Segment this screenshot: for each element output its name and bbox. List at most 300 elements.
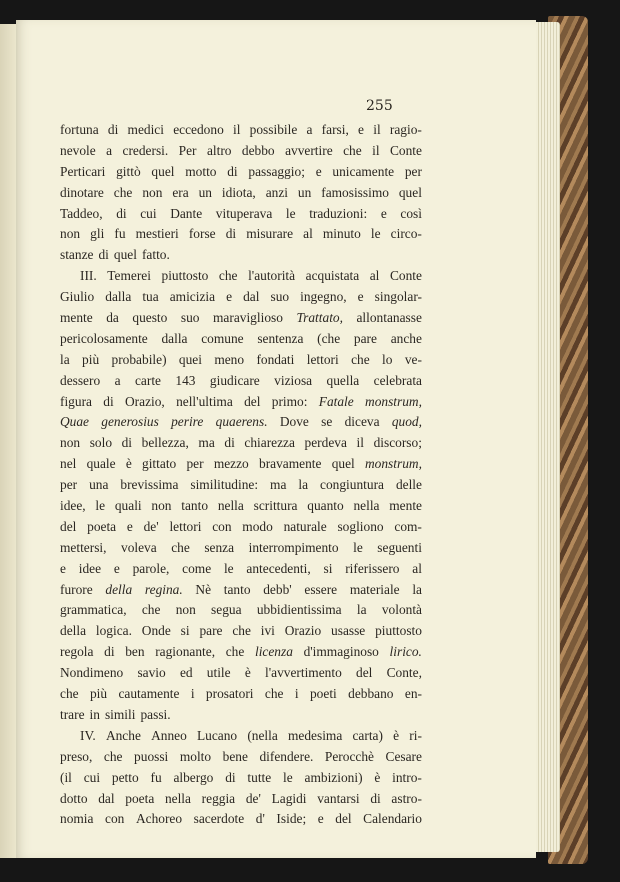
word: Anche <box>105 727 141 743</box>
word: che <box>171 539 190 555</box>
word: pericolosamente <box>60 330 148 346</box>
word: quanto <box>307 498 344 514</box>
word: vantarsi <box>317 790 360 806</box>
word: giudicare <box>209 372 260 388</box>
word: del <box>335 811 352 827</box>
word: misurare <box>246 226 294 242</box>
word: Orazio <box>284 623 322 639</box>
word: Temerei <box>107 268 151 284</box>
word: regola <box>60 644 94 660</box>
text-line <box>60 809 422 830</box>
word: fortuna <box>60 122 99 137</box>
word: nel <box>60 456 77 472</box>
word: le <box>353 539 363 555</box>
text-line <box>60 768 422 789</box>
text-line <box>60 329 422 350</box>
word: a <box>114 372 121 388</box>
text-line <box>60 287 422 308</box>
word: ve- <box>404 351 422 367</box>
word: Perocchè <box>324 748 374 764</box>
left-page-edge <box>0 24 16 858</box>
word: del <box>244 393 261 409</box>
word: com- <box>394 518 422 534</box>
word: singolar- <box>374 289 422 305</box>
word: forse <box>188 226 216 242</box>
word: bravamente <box>259 456 322 472</box>
word: le <box>370 226 381 242</box>
word: maraviglioso <box>213 310 283 326</box>
word: fondati <box>256 351 295 367</box>
word: il <box>232 122 241 137</box>
word: nevole <box>60 142 96 158</box>
word: scrittura <box>253 498 298 514</box>
word: riferissero <box>345 560 400 576</box>
word: una <box>89 477 109 493</box>
word: Trattato, <box>296 310 343 326</box>
word: gli <box>90 226 105 242</box>
word: quel <box>331 456 355 472</box>
word: e <box>315 163 322 179</box>
word: piuttosto <box>375 623 422 639</box>
word: dal <box>98 790 115 806</box>
word: pare <box>199 623 223 639</box>
word: e <box>317 811 324 827</box>
word: (nella <box>247 727 278 743</box>
word: quei <box>178 351 202 367</box>
word: ed <box>179 665 193 681</box>
word: farsi, <box>321 122 349 137</box>
word: monstrum, <box>365 456 422 472</box>
word: dessero <box>60 372 101 388</box>
word: i <box>294 686 299 702</box>
word: suo <box>270 289 290 305</box>
word: reggia <box>201 790 236 806</box>
word: il <box>373 122 381 137</box>
word: traduzioni: <box>309 205 368 221</box>
word: modo <box>242 518 273 534</box>
word: idee, <box>60 498 86 514</box>
word: antecedenti, <box>246 560 311 576</box>
text-line <box>60 392 422 413</box>
word: passi. <box>140 706 171 722</box>
word: più <box>82 351 100 367</box>
word: Taddeo, <box>60 205 103 221</box>
word: prosatori <box>205 686 254 702</box>
word: al <box>303 226 313 242</box>
word: voleva <box>121 539 157 555</box>
word: possibile <box>249 122 298 137</box>
word: che <box>218 268 238 284</box>
word: dal <box>243 289 260 305</box>
word: (che <box>317 330 341 346</box>
word: perdeva <box>304 435 347 451</box>
word: cui <box>140 205 157 221</box>
word: e <box>226 289 233 305</box>
word: quali <box>114 498 142 514</box>
word: questo <box>132 310 168 326</box>
word: savio <box>137 665 166 681</box>
text-line <box>60 266 422 287</box>
word: Conte, <box>386 665 422 681</box>
text-line <box>60 350 422 371</box>
word: de' <box>245 790 261 806</box>
word: passaggio; <box>248 163 305 179</box>
text-line <box>60 705 422 726</box>
word: di <box>225 226 237 242</box>
word: debb' <box>263 581 292 597</box>
word: Onde <box>141 623 171 639</box>
text-line <box>60 684 422 705</box>
word: debbano <box>348 686 394 702</box>
word: astro- <box>391 790 422 806</box>
word: idee <box>78 560 102 576</box>
word: con <box>105 811 125 827</box>
word: III. <box>80 268 97 284</box>
word: tua <box>142 289 159 305</box>
word: i <box>190 686 195 702</box>
word: la <box>412 581 422 597</box>
word: carta) <box>352 727 383 743</box>
word: trare <box>60 706 85 722</box>
word: è <box>125 456 132 472</box>
text-line <box>60 412 422 433</box>
word: le <box>283 769 293 785</box>
word: se <box>321 414 333 430</box>
word: intro- <box>392 769 422 785</box>
word: in <box>89 706 100 722</box>
word: di <box>103 393 114 409</box>
word: la <box>356 602 367 618</box>
body-text <box>60 120 422 830</box>
word: parole, <box>132 560 170 576</box>
word: ma <box>270 477 287 493</box>
word: il <box>356 435 364 451</box>
word: è <box>374 769 381 785</box>
word: che <box>351 351 370 367</box>
text-line <box>60 308 422 329</box>
word: d'immaginoso <box>303 644 379 660</box>
word: celebrata <box>373 372 422 388</box>
word: di <box>225 769 236 785</box>
word: ambizioni) <box>304 769 363 785</box>
word: similitudine: <box>190 477 259 493</box>
word: medici <box>127 122 164 137</box>
word: bene <box>222 748 248 764</box>
word: Conte <box>389 268 422 284</box>
word: l'avvertimento <box>265 665 342 681</box>
word: lettori <box>306 351 339 367</box>
word: del <box>356 665 373 681</box>
word: famosissimo <box>321 184 389 200</box>
word: gittò <box>116 163 141 179</box>
text-line <box>60 517 422 538</box>
text-line <box>60 496 422 517</box>
word: congiuntura <box>320 477 384 493</box>
word: volontà <box>381 602 422 618</box>
word: suo <box>180 310 200 326</box>
word: pare <box>353 330 377 346</box>
text-line <box>60 580 422 601</box>
word: Cesare <box>385 748 422 764</box>
word: poeta <box>125 790 155 806</box>
word: del <box>60 518 77 534</box>
word: IV. <box>80 727 96 743</box>
word: quaerens. <box>215 414 268 430</box>
word: che <box>141 602 161 618</box>
word: le <box>223 560 234 576</box>
word: fu <box>150 769 162 785</box>
word: di <box>98 247 109 263</box>
text-line <box>60 162 422 183</box>
word: non <box>151 498 172 514</box>
word: a <box>106 142 113 158</box>
text-line <box>60 538 422 559</box>
word: poeti <box>309 686 337 702</box>
word: quel <box>113 247 137 263</box>
book-page <box>16 20 536 858</box>
word: utile <box>206 665 231 681</box>
word: Anneo <box>151 727 187 743</box>
word: preso, <box>60 748 93 764</box>
word: mettersi, <box>60 539 107 555</box>
text-line <box>60 559 422 580</box>
text-line <box>60 371 422 392</box>
word: lo <box>382 351 393 367</box>
word: si <box>323 560 333 576</box>
word: minuto <box>322 226 361 242</box>
word: per <box>404 163 422 179</box>
word: ragio- <box>389 122 422 137</box>
text-line <box>60 789 422 810</box>
word: en- <box>404 686 422 702</box>
word: più <box>89 686 108 702</box>
word: di <box>370 790 381 806</box>
word: mente <box>389 498 422 514</box>
word: simili <box>104 706 136 722</box>
text-line <box>60 747 422 768</box>
word: che <box>113 184 133 200</box>
text-line <box>60 663 422 684</box>
word: probabile) <box>111 351 167 367</box>
word: che <box>225 644 245 660</box>
word: dinotare <box>60 184 104 200</box>
word: vituperava <box>215 205 273 221</box>
word: e <box>113 560 120 576</box>
word: anche <box>390 330 422 346</box>
word: petto <box>111 769 139 785</box>
text-line <box>60 204 422 225</box>
word: Fatale <box>318 393 354 409</box>
word: carte <box>134 372 161 388</box>
word: fatto. <box>141 247 170 263</box>
word: di <box>227 163 238 179</box>
word: logica. <box>95 623 132 639</box>
word: Perticari <box>60 163 106 179</box>
word: Dante <box>170 205 203 221</box>
word: per <box>186 456 204 472</box>
word: nella <box>164 790 191 806</box>
word: dalla <box>105 289 132 305</box>
page-number: 255 <box>366 98 393 114</box>
word: fu <box>114 226 126 242</box>
word: per <box>60 477 78 493</box>
word: anzi <box>265 184 288 200</box>
word: quod, <box>391 414 422 430</box>
word: Orazio, <box>125 393 165 409</box>
word: che <box>232 623 251 639</box>
word: l'autorità <box>248 268 296 284</box>
word: diceva <box>344 414 380 430</box>
word: gittato <box>142 456 177 472</box>
word: il <box>372 142 380 158</box>
word: ma <box>198 435 215 451</box>
word: puossi <box>134 748 169 764</box>
word: non <box>175 602 196 618</box>
word: di <box>104 644 115 660</box>
word: quella <box>326 372 360 388</box>
word: amicizia <box>169 289 216 305</box>
text-line <box>60 141 422 162</box>
word: avvertire <box>285 142 333 158</box>
word: cautamente <box>118 686 180 702</box>
word: è <box>244 665 251 681</box>
word: era <box>172 184 189 200</box>
word: Quae <box>60 414 90 430</box>
word: quel <box>151 163 175 179</box>
word: meno <box>214 351 245 367</box>
word: di <box>107 122 119 137</box>
word: ben <box>125 644 145 660</box>
word: altro <box>206 142 232 158</box>
word: di <box>116 205 127 221</box>
word: brevissima <box>120 477 179 493</box>
word: mestieri <box>135 226 179 242</box>
word: Iside; <box>276 811 307 827</box>
text-line <box>60 120 422 141</box>
word: unicamente <box>332 163 395 179</box>
word: al <box>412 560 422 576</box>
word: viziosa <box>274 372 313 388</box>
word: le <box>95 498 106 514</box>
word: Achoreo <box>135 811 183 827</box>
word: al <box>369 268 380 284</box>
word: tutte <box>247 769 272 785</box>
word: quale <box>86 456 116 472</box>
word: poeta <box>87 518 117 534</box>
word: albergo <box>173 769 214 785</box>
word: (il <box>60 769 72 785</box>
word: tanto <box>223 581 251 597</box>
word: le <box>285 205 296 221</box>
word: d' <box>255 811 265 827</box>
word: nomia <box>60 811 94 827</box>
word: non <box>142 184 163 200</box>
text-line <box>60 642 422 663</box>
word: lettori <box>169 518 202 534</box>
word: un <box>198 184 212 200</box>
word: 143 <box>175 372 196 388</box>
word: di <box>224 435 235 451</box>
word: motto <box>185 163 217 179</box>
word: si <box>180 623 190 639</box>
word: eccedono <box>173 122 224 137</box>
text-line <box>60 224 422 245</box>
word: mezzo <box>213 456 249 472</box>
word: e <box>380 205 387 221</box>
word: de' <box>143 518 159 534</box>
word: Dove <box>279 414 309 430</box>
word: circo- <box>390 226 422 242</box>
word: essere <box>304 581 338 597</box>
word: piuttosto <box>161 268 209 284</box>
text-line <box>60 621 422 642</box>
word: credersi. <box>122 142 169 158</box>
text-line <box>60 600 422 621</box>
word: sacerdote <box>193 811 245 827</box>
word: discorso; <box>373 435 422 451</box>
word: ubbidientissima <box>256 602 342 618</box>
word: e <box>358 122 364 137</box>
text-line <box>60 183 422 204</box>
word: Calendario <box>363 811 422 827</box>
text-line <box>60 454 422 475</box>
word: ri- <box>409 727 422 743</box>
text-line <box>60 726 422 747</box>
word: e <box>357 289 364 305</box>
word: della <box>105 581 133 597</box>
word: è <box>393 727 400 743</box>
word: comune <box>201 330 244 346</box>
word: acquistata <box>305 268 360 284</box>
word: grammatica, <box>60 602 127 618</box>
word: segua <box>211 602 242 618</box>
word: sentenza <box>257 330 304 346</box>
word: di <box>121 435 133 451</box>
word: lirico. <box>389 644 422 660</box>
word: nell'ultima <box>176 393 233 409</box>
word: cui <box>83 769 101 785</box>
text-line <box>60 245 422 266</box>
word: idiota, <box>221 184 256 200</box>
word: la <box>60 351 70 367</box>
word: bellezza, <box>141 435 189 451</box>
word: e <box>126 518 133 534</box>
word: non <box>60 226 81 242</box>
word: Lucano <box>196 727 238 743</box>
word: un <box>297 184 312 200</box>
word: Conte <box>389 142 422 158</box>
text-line <box>60 433 422 454</box>
word: che <box>264 686 284 702</box>
word: che <box>343 142 362 158</box>
word: da <box>106 310 119 326</box>
word: ingegno, <box>300 289 347 305</box>
word: materiale <box>349 581 400 597</box>
word: e <box>60 560 66 576</box>
word: medesima <box>287 727 343 743</box>
word: che <box>60 686 79 702</box>
word: usasse <box>331 623 366 639</box>
word: dotto <box>60 790 88 806</box>
word: monstrum, <box>365 393 422 409</box>
word: chiarezza <box>244 435 295 451</box>
word: figura <box>60 393 92 409</box>
word: naturale <box>283 518 327 534</box>
word: la <box>298 477 309 493</box>
word: delle <box>395 477 422 493</box>
word: stanze <box>60 247 94 263</box>
word: regina. <box>144 581 183 597</box>
